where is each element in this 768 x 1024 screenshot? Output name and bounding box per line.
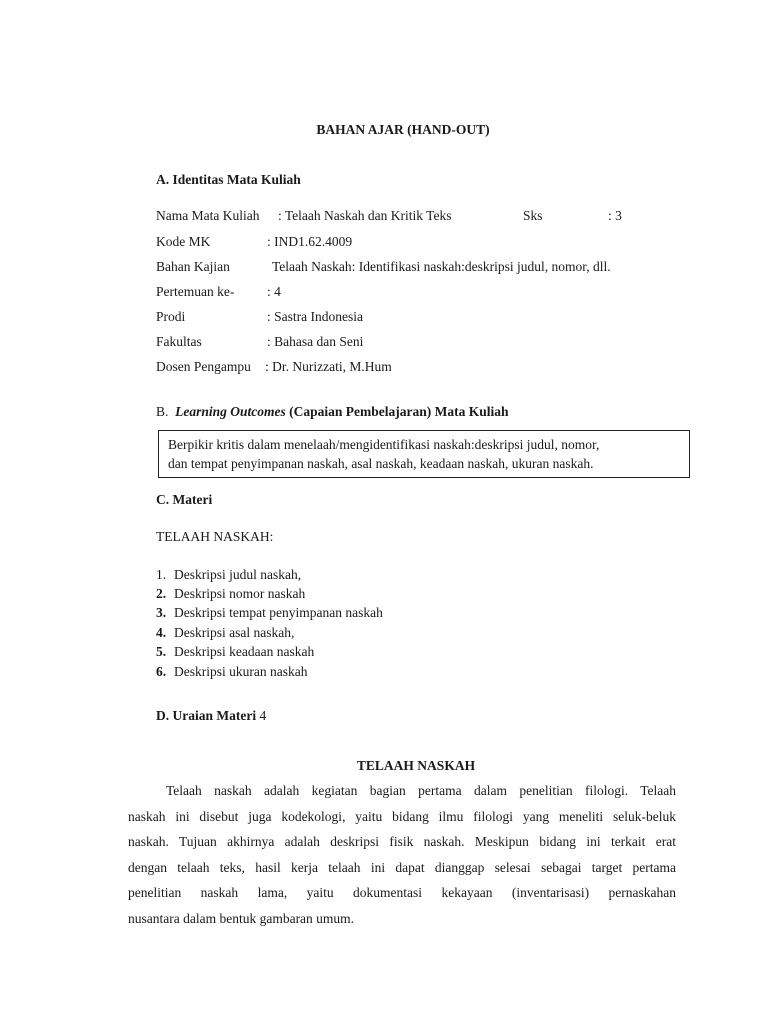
lecturer-label: Dosen Pengampu [156,359,251,374]
sks-value: : 3 [608,208,622,223]
list-item-number: 3. [156,605,167,620]
paragraph-line: naskah ini disebut juga kodekologi, yaitu bidang ilmu filologi yang meneliti seluk-beluk [128,808,676,824]
learning-outcomes-line-2: dan tempat penyimpanan naskah, asal naskah, keadaan naskah, ukuran naskah. [168,456,594,471]
list-item-text: Deskripsi judul naskah, [174,567,302,582]
paragraph-line: penelitian naskah lama, yaitu dokumentasi kekayaan (inventarisasi) pernaskahan [128,885,676,900]
paragraph-line: naskah. Tujuan akhirnya adalah deskripsi fisik naskah. Meskipun bidang ini terkait erat [128,834,676,849]
section-b-heading-italic: Learning Outcomes [175,404,286,419]
materi-subheading: TELAAH NASKAH: [156,529,274,544]
course-name-value: : Telaah Naskah dan Kritik Teks [278,208,452,223]
list-item-number: 4. [156,625,167,640]
study-value: Telaah Naskah: Identifikasi naskah:deskripsi judul, nomor, dll. [272,259,611,274]
faculty-value: : Bahasa dan Seni [267,334,364,349]
section-d-heading-number: 4 [259,708,267,723]
paragraph-line: Telaah naskah adalah kegiatan bagian pertama dalam penelitian filologi. Telaah [166,783,676,798]
learning-outcomes-line-1: Berpikir kritis dalam menelaah/mengidentifikasi naskah:deskripsi judul, nomor, [168,437,600,452]
section-c-heading: C. Materi [156,492,213,507]
course-name-label: Nama Mata Kuliah [156,208,260,223]
document-title: BAHAN AJAR (HAND-OUT) [316,122,490,137]
section-b-prefix: B. [156,404,169,419]
section-d-heading-text: D. Uraian Materi [156,708,257,723]
study-label: Bahan Kajian [156,259,230,274]
section-d-heading [156,708,266,724]
list-item-text: Deskripsi asal naskah, [174,625,295,640]
prodi-value: : Sastra Indonesia [267,309,363,324]
list-item [156,625,294,641]
section-b-heading [156,404,509,420]
list-item-text: Deskripsi keadaan naskah [174,644,315,659]
list-item [156,605,383,621]
list-item-text: Deskripsi nomor naskah [174,586,306,601]
code-value: : IND1.62.4009 [267,234,353,249]
body-paragraph [128,778,676,931]
list-item [156,586,305,602]
paragraph-line: nusantara dalam bentuk gambaran umum. [128,910,355,926]
lecturer-value: : Dr. Nurizzati, M.Hum [265,359,392,374]
list-item [156,664,307,680]
list-item-number: 2. [156,586,167,601]
meeting-label: Pertemuan ke- [156,284,235,299]
sks-label: Sks [523,208,543,223]
list-item-text: Deskripsi ukuran naskah [174,664,308,679]
code-label: Kode MK [156,234,211,249]
list-item-number: 5. [156,644,167,659]
paragraph-line: dengan telaah teks, hasil kerja telaah ini dapat dianggap selesai sebagai target pertama [128,859,676,875]
list-item [156,644,314,660]
section-a-heading: A. Identitas Mata Kuliah [156,172,301,187]
list-item-text: Deskripsi tempat penyimpanan naskah [174,605,383,620]
list-item-number: 1. [156,567,167,582]
faculty-label: Fakultas [156,334,202,349]
prodi-label: Prodi [156,309,186,324]
meeting-value: : 4 [267,284,281,299]
list-item [156,567,301,583]
telaah-naskah-title: TELAAH NASKAH [356,758,476,773]
learning-outcomes-box [158,430,690,478]
list-item-number: 6. [156,664,167,679]
section-b-heading-rest: (Capaian Pembelajaran) Mata Kuliah [289,404,509,419]
